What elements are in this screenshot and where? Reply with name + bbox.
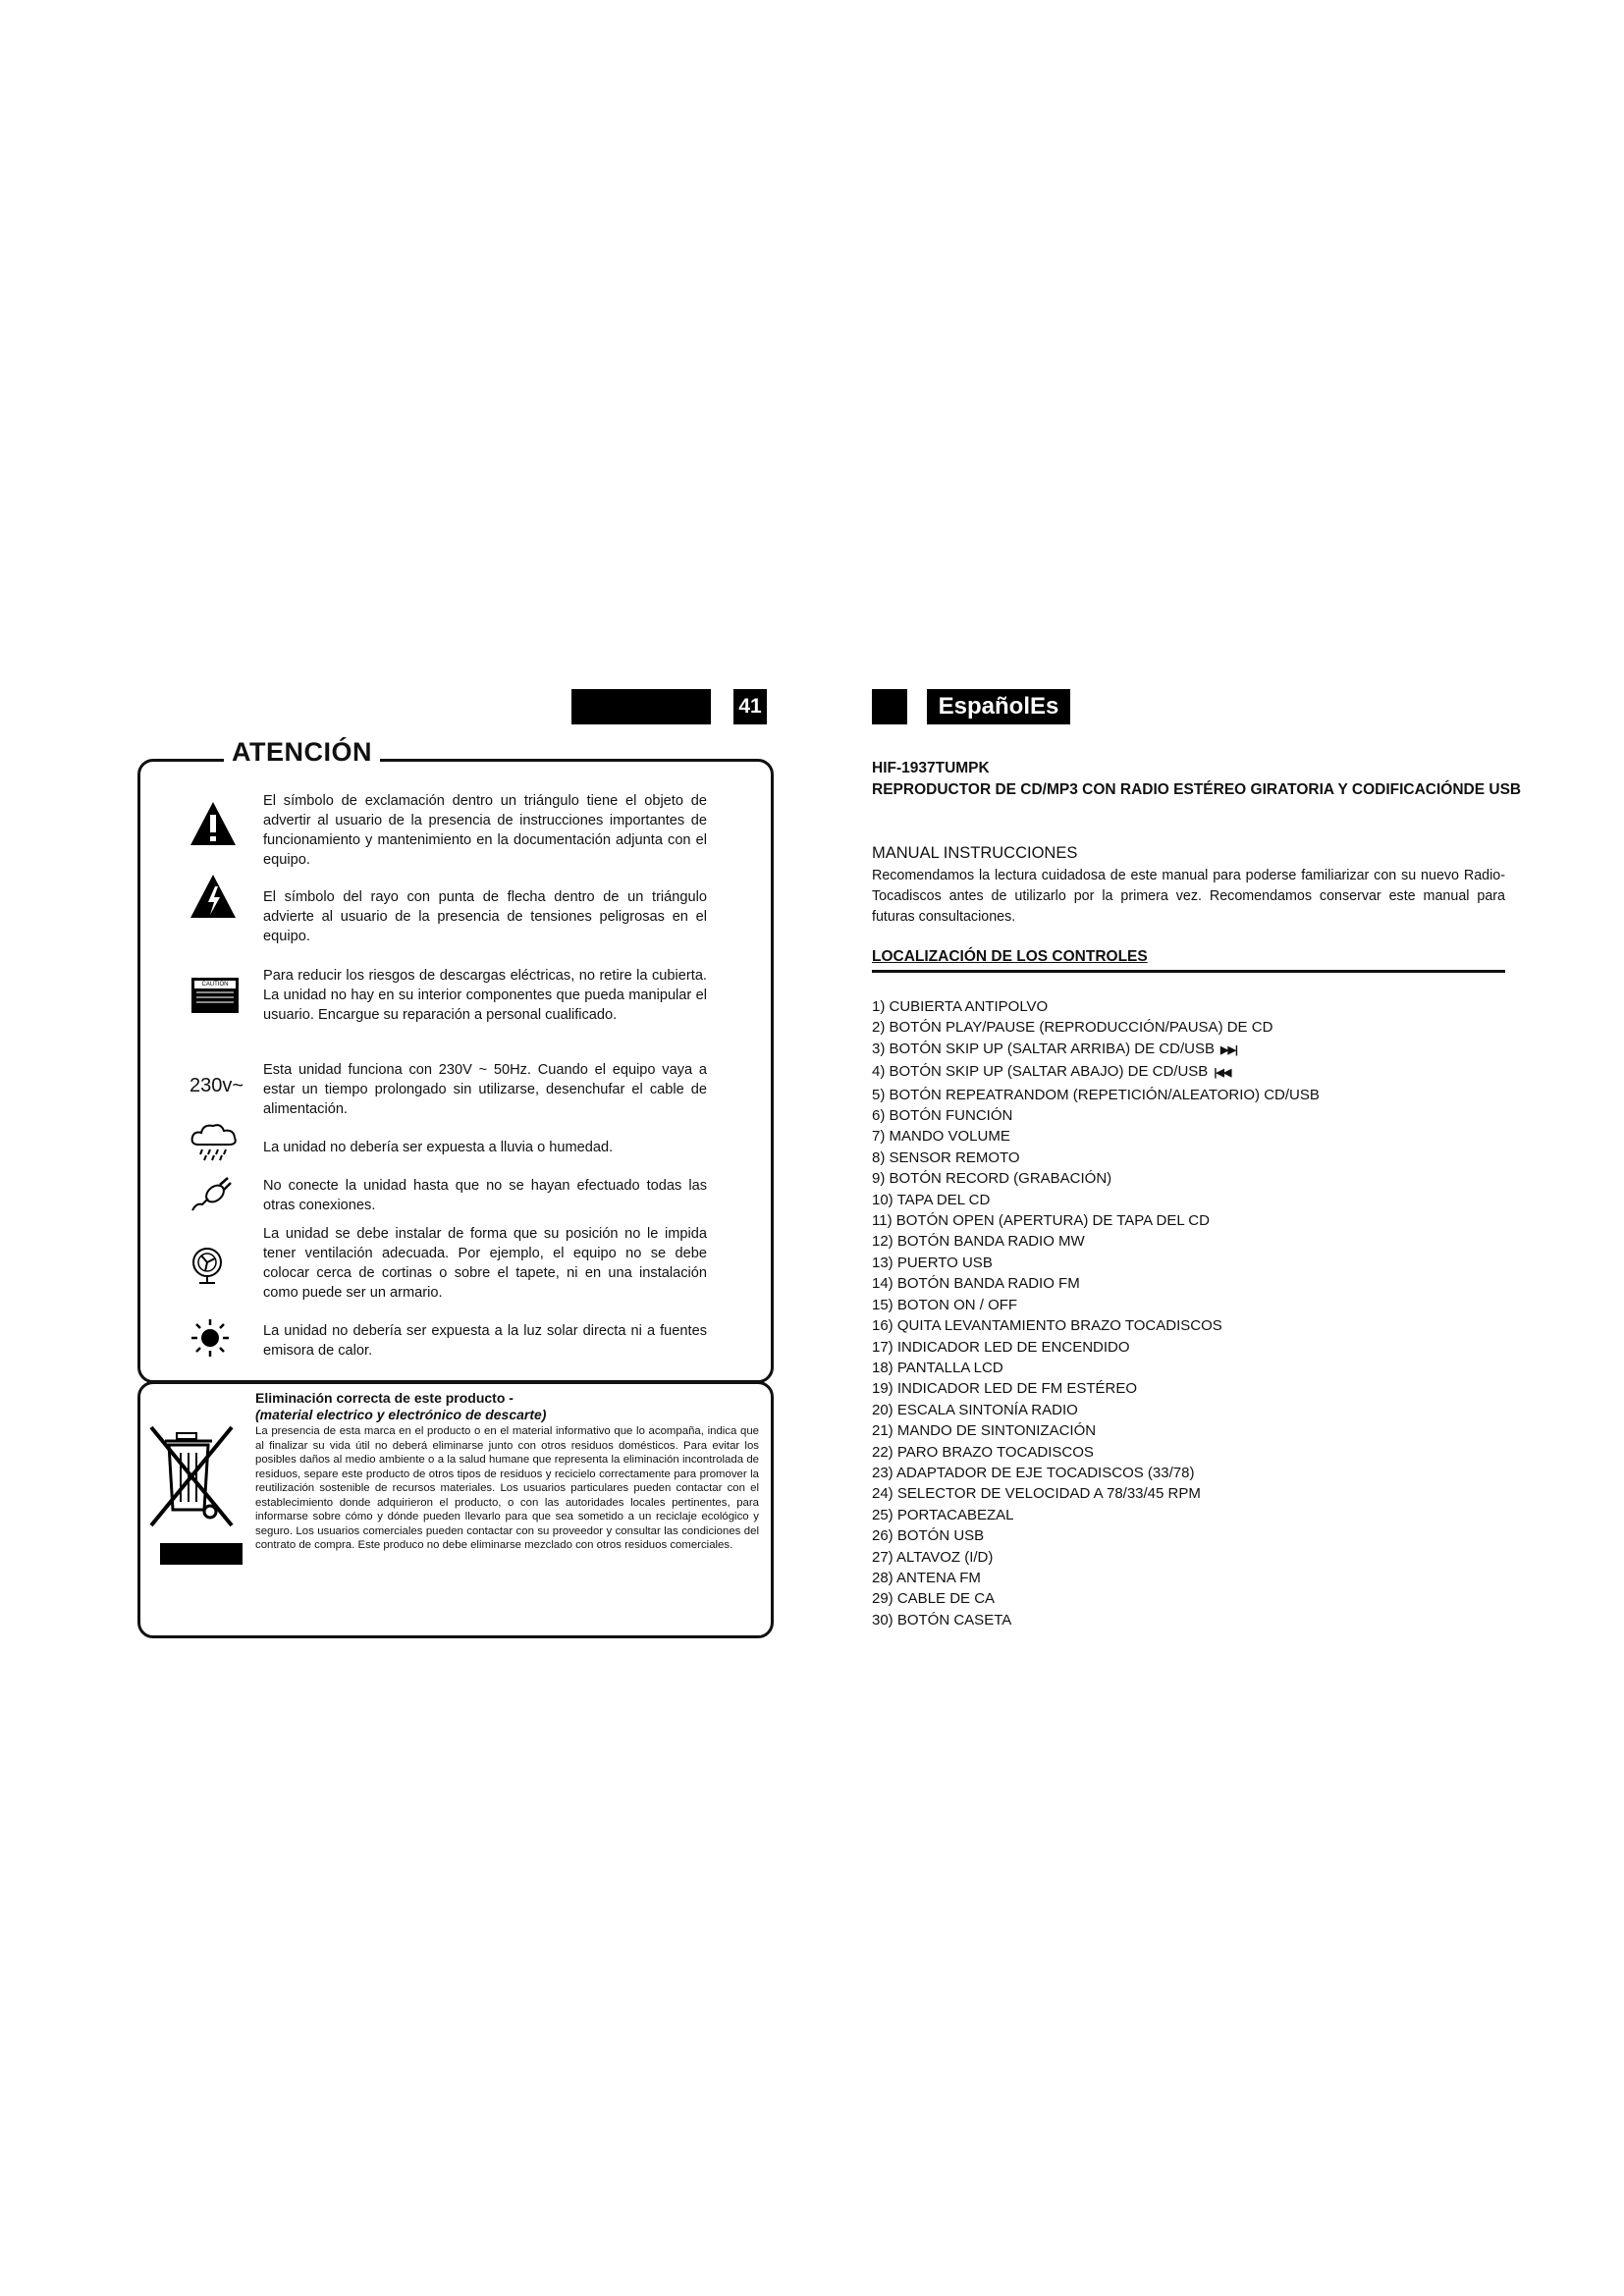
header-square xyxy=(872,689,907,724)
control-item: 26) BOTÓN USB xyxy=(872,1527,985,1545)
control-item: 21) MANDO DE SINTONIZACIÓN xyxy=(872,1422,1097,1440)
controls-list xyxy=(872,996,1320,1630)
sun-icon xyxy=(190,1318,230,1358)
exclamation-triangle-icon xyxy=(189,800,238,847)
control-item: 27) ALTAVOZ (I/D) xyxy=(872,1548,994,1566)
voltage-label: 230v~ xyxy=(189,1075,244,1096)
rain-cloud-icon xyxy=(189,1121,240,1162)
plug-icon xyxy=(189,1173,234,1214)
warning-sun-text: La unidad no debería ser expuesta a la luz solar directa ni a fuentes emisora de calor. xyxy=(263,1323,707,1359)
control-item: 16) QUITA LEVANTAMIENTO BRAZO TOCADISCOS xyxy=(872,1317,1222,1335)
warning-voltage-text: Esta unidad funciona con 230V ~ 50Hz. Cuando el equipo vaya a estar un tiempo prolongado sin utilizarse, desenchufar el cable de alimentación. xyxy=(263,1062,707,1117)
caution-label-icon xyxy=(191,978,239,1013)
control-item: 6) BOTÓN FUNCIÓN xyxy=(872,1107,1013,1125)
warning-connection-text: No conecte la unidad hasta que no se hayan efectuado todas las otras conexiones. xyxy=(263,1178,707,1213)
skip-next-icon: ▶▶| xyxy=(1219,1043,1237,1056)
warning-lightning-text: El símbolo del rayo con punta de flecha dentro de un triángulo advierte al usuario de la presencia de tensiones peligrosas en el equipo. xyxy=(263,889,707,944)
controls-heading-rule xyxy=(872,970,1505,973)
header-bar-left xyxy=(571,689,711,724)
disposal-black-bar xyxy=(160,1543,243,1565)
control-item: 12) BOTÓN BANDA RADIO MW xyxy=(872,1233,1085,1251)
page-number: 41 xyxy=(733,689,767,724)
controls-heading: LOCALIZACIÓN DE LOS CONTROLES xyxy=(872,948,1148,965)
product-model: HIF-1937TUMPK xyxy=(872,760,990,776)
manual-heading: MANUAL INSTRUCCIONES xyxy=(872,844,1078,862)
control-item: 14) BOTÓN BANDA RADIO FM xyxy=(872,1275,1080,1293)
warning-cover-text: Para reducir los riesgos de descargas eléctricas, no retire la cubierta. La unidad no hay en su interior componentes que pueda manipular el usuario. Encargue su reparación a personal cualificado. xyxy=(263,968,707,1023)
warning-title: ATENCIÓN xyxy=(224,735,380,769)
manual-intro: Recomendamos la lectura cuidadosa de este manual para poderse familiarizar con su nuevo Radio-Tocadiscos antes de utilizarlo por la primera vez. Recomendamos conservar este manual para futuras consultaciones. xyxy=(872,868,1505,925)
control-item: 29) CABLE DE CA xyxy=(872,1590,996,1608)
disposal-body: La presencia de esta marca en el producto o en el material informativo que lo acompaña, indica que al finalizar su vida útil no deberá eliminarse junto con otros residuos domésticos. Para evitar los posibles daños al medio ambiente o a la salud humane que representa la eliminación incontrolada de residuos, separe este producto de otros tipos de residuos y recicielo correctamente para promover la reutilización sostenible de recursos materiales. Los usuarios particulares pueden contactar con el establecimiento donde adquirieron el producto, o con las autoridades locales pertinentes, para informarse sobre cómo y dónde pueden llevarlo para que sea sometido a un reciclaje ecológico y seguro. Los usuarios comerciales pueden contactar con su proveedor y consultar las condiciones del contrato de compra. Este produco no debe eliminarse mezclado con otros residuos comerciales. xyxy=(255,1425,759,1551)
control-item: 18) PANTALLA LCD xyxy=(872,1359,1003,1376)
lightning-triangle-icon xyxy=(189,873,238,920)
control-item: 25) PORTACABEZAL xyxy=(872,1506,1014,1523)
control-item: 4) BOTÓN SKIP UP (SALTAR ABAJO) DE CD/USB |◀◀ xyxy=(872,1063,1231,1081)
control-item: 5) BOTÓN REPEATRANDOM (REPETICIÓN/ALEATORIO) CD/USB xyxy=(872,1086,1320,1103)
control-item: 28) ANTENA FM xyxy=(872,1569,981,1586)
control-item: 24) SELECTOR DE VELOCIDAD A 78/33/45 RPM xyxy=(872,1485,1201,1503)
control-item: 19) INDICADOR LED DE FM ESTÉREO xyxy=(872,1380,1138,1398)
control-item: 20) ESCALA SINTONÍA RADIO xyxy=(872,1401,1078,1418)
control-item: 13) PUERTO USB xyxy=(872,1254,993,1271)
control-item: 10) TAPA DEL CD xyxy=(872,1191,991,1208)
warning-ventilation-text: La unidad se debe instalar de forma que su posición no le impida tener ventilación adecuada. Por ejemplo, el equipo no se debe colocar cerca de cortinas o sobre el tapete, ni en una instalación como puede ser un armario. xyxy=(263,1226,707,1301)
crossed-bin-icon xyxy=(147,1423,238,1533)
warning-exclamation-text: El símbolo de exclamación dentro un triángulo tiene el objeto de advertir al usuario de la presencia de instrucciones importantes de funcionamiento y mantenimiento en la documentación adjunta con el equipo. xyxy=(263,793,707,868)
disposal-subtitle: (material electrico y electrónico de descarte) xyxy=(255,1407,547,1422)
fan-ventilation-icon xyxy=(189,1247,225,1286)
control-item: 23) ADAPTADOR DE EJE TOCADISCOS (33/78) xyxy=(872,1464,1195,1481)
control-item: 3) BOTÓN SKIP UP (SALTAR ARRIBA) DE CD/USB ▶▶| xyxy=(872,1040,1237,1057)
control-item: 2) BOTÓN PLAY/PAUSE (REPRODUCCIÓN/PAUSA) DE CD xyxy=(872,1019,1273,1037)
disposal-title: Eliminación correcta de este producto - xyxy=(255,1390,514,1406)
skip-previous-icon: |◀◀ xyxy=(1214,1067,1231,1080)
language-tab: EspañolEs xyxy=(927,689,1070,724)
control-item: 7) MANDO VOLUME xyxy=(872,1128,1010,1146)
control-item: 1) CUBIERTA ANTIPOLVO xyxy=(872,998,1049,1015)
caution-label-text: CAUTION xyxy=(194,981,236,988)
control-item: 17) INDICADOR LED DE ENCENDIDO xyxy=(872,1338,1130,1356)
control-item: 9) BOTÓN RECORD (GRABACIÓN) xyxy=(872,1170,1112,1188)
control-item: 15) BOTON ON / OFF xyxy=(872,1296,1018,1313)
control-item: 11) BOTÓN OPEN (APERTURA) DE TAPA DEL CD xyxy=(872,1212,1210,1230)
control-item: 8) SENSOR REMOTO xyxy=(872,1148,1020,1166)
warning-rain-text: La unidad no debería ser expuesta a lluvia o humedad. xyxy=(263,1140,614,1155)
control-item: 30) BOTÓN CASETA xyxy=(872,1611,1012,1629)
product-subtitle: REPRODUCTOR DE CD/MP3 CON RADIO ESTÉREO GIRATORIA Y CODIFICACIÓNDE USB xyxy=(872,781,1522,798)
control-item: 22) PARO BRAZO TOCADISCOS xyxy=(872,1443,1094,1461)
